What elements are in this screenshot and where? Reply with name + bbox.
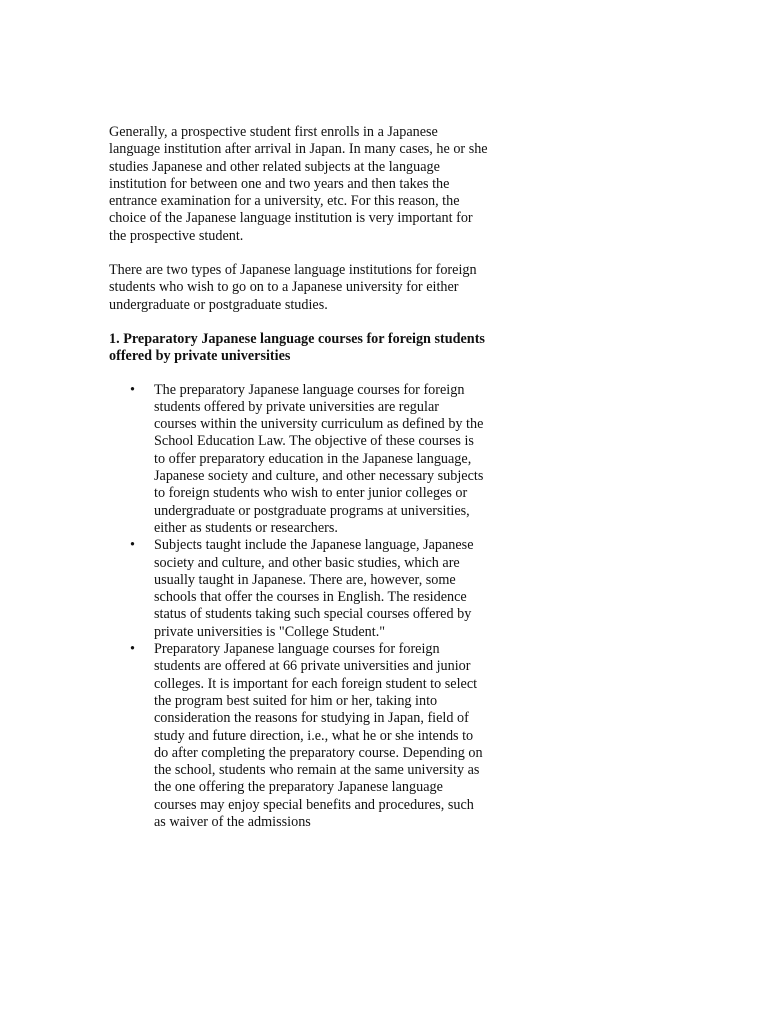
list-item: [109, 641, 484, 831]
list-item-text: Preparatory Japanese language courses for foreign students are offered at 66 private universities and junior colleges. It is important for each foreign student to select the program best suited for him or her, taking into consideration the reasons for studying in Japan, field of study and future direction, i.e., what he or she intends to do after completing the preparatory course. Depending on the school, students who remain at the same university as the one offering the preparatory Japanese language courses may enjoy special benefits and procedures, such as waiver of the admissions: [154, 641, 483, 830]
list-item-text: The preparatory Japanese language courses for foreign students offered by private universities are regular courses within the university curriculum as defined by the School Education Law. The objective of these courses is to offer preparatory education in the Japanese language, Japanese society and culture, and other necessary subjects to foreign students who wish to enter junior colleges or undergraduate or postgraduate programs at universities, either as students or researchers.: [154, 381, 484, 536]
list-item-text: Subjects taught include the Japanese language, Japanese society and culture, and other basic studies, which are usually taught in Japanese. There are, however, some schools that offer the courses in English. The residence status of students taking such special courses offered by private universities is "College Student.": [154, 537, 474, 640]
bullet-list: [109, 382, 489, 832]
document-page: [109, 124, 489, 831]
section-heading: 1. Preparatory Japanese language courses for foreign students offered by private universities: [109, 330, 485, 365]
intro-paragraph: Generally, a prospective student first enrolls in a Japanese language institution after arrival in Japan. In many cases, he or she studies Japanese and other related subjects at the language institution for between one and two years and then takes the entrance examination for a university, etc. For this reason, the choice of the Japanese language institution is very important for the prospective student.: [109, 124, 488, 244]
institution-types-paragraph: There are two types of Japanese language institutions for foreign students who wish to go on to a Japanese university for either undergraduate or postgraduate studies.: [109, 262, 477, 313]
list-item: [109, 537, 484, 641]
bullet-icon: •: [130, 381, 135, 398]
bullet-icon: •: [130, 641, 135, 658]
list-item: [109, 382, 484, 538]
bullet-icon: •: [130, 537, 135, 554]
